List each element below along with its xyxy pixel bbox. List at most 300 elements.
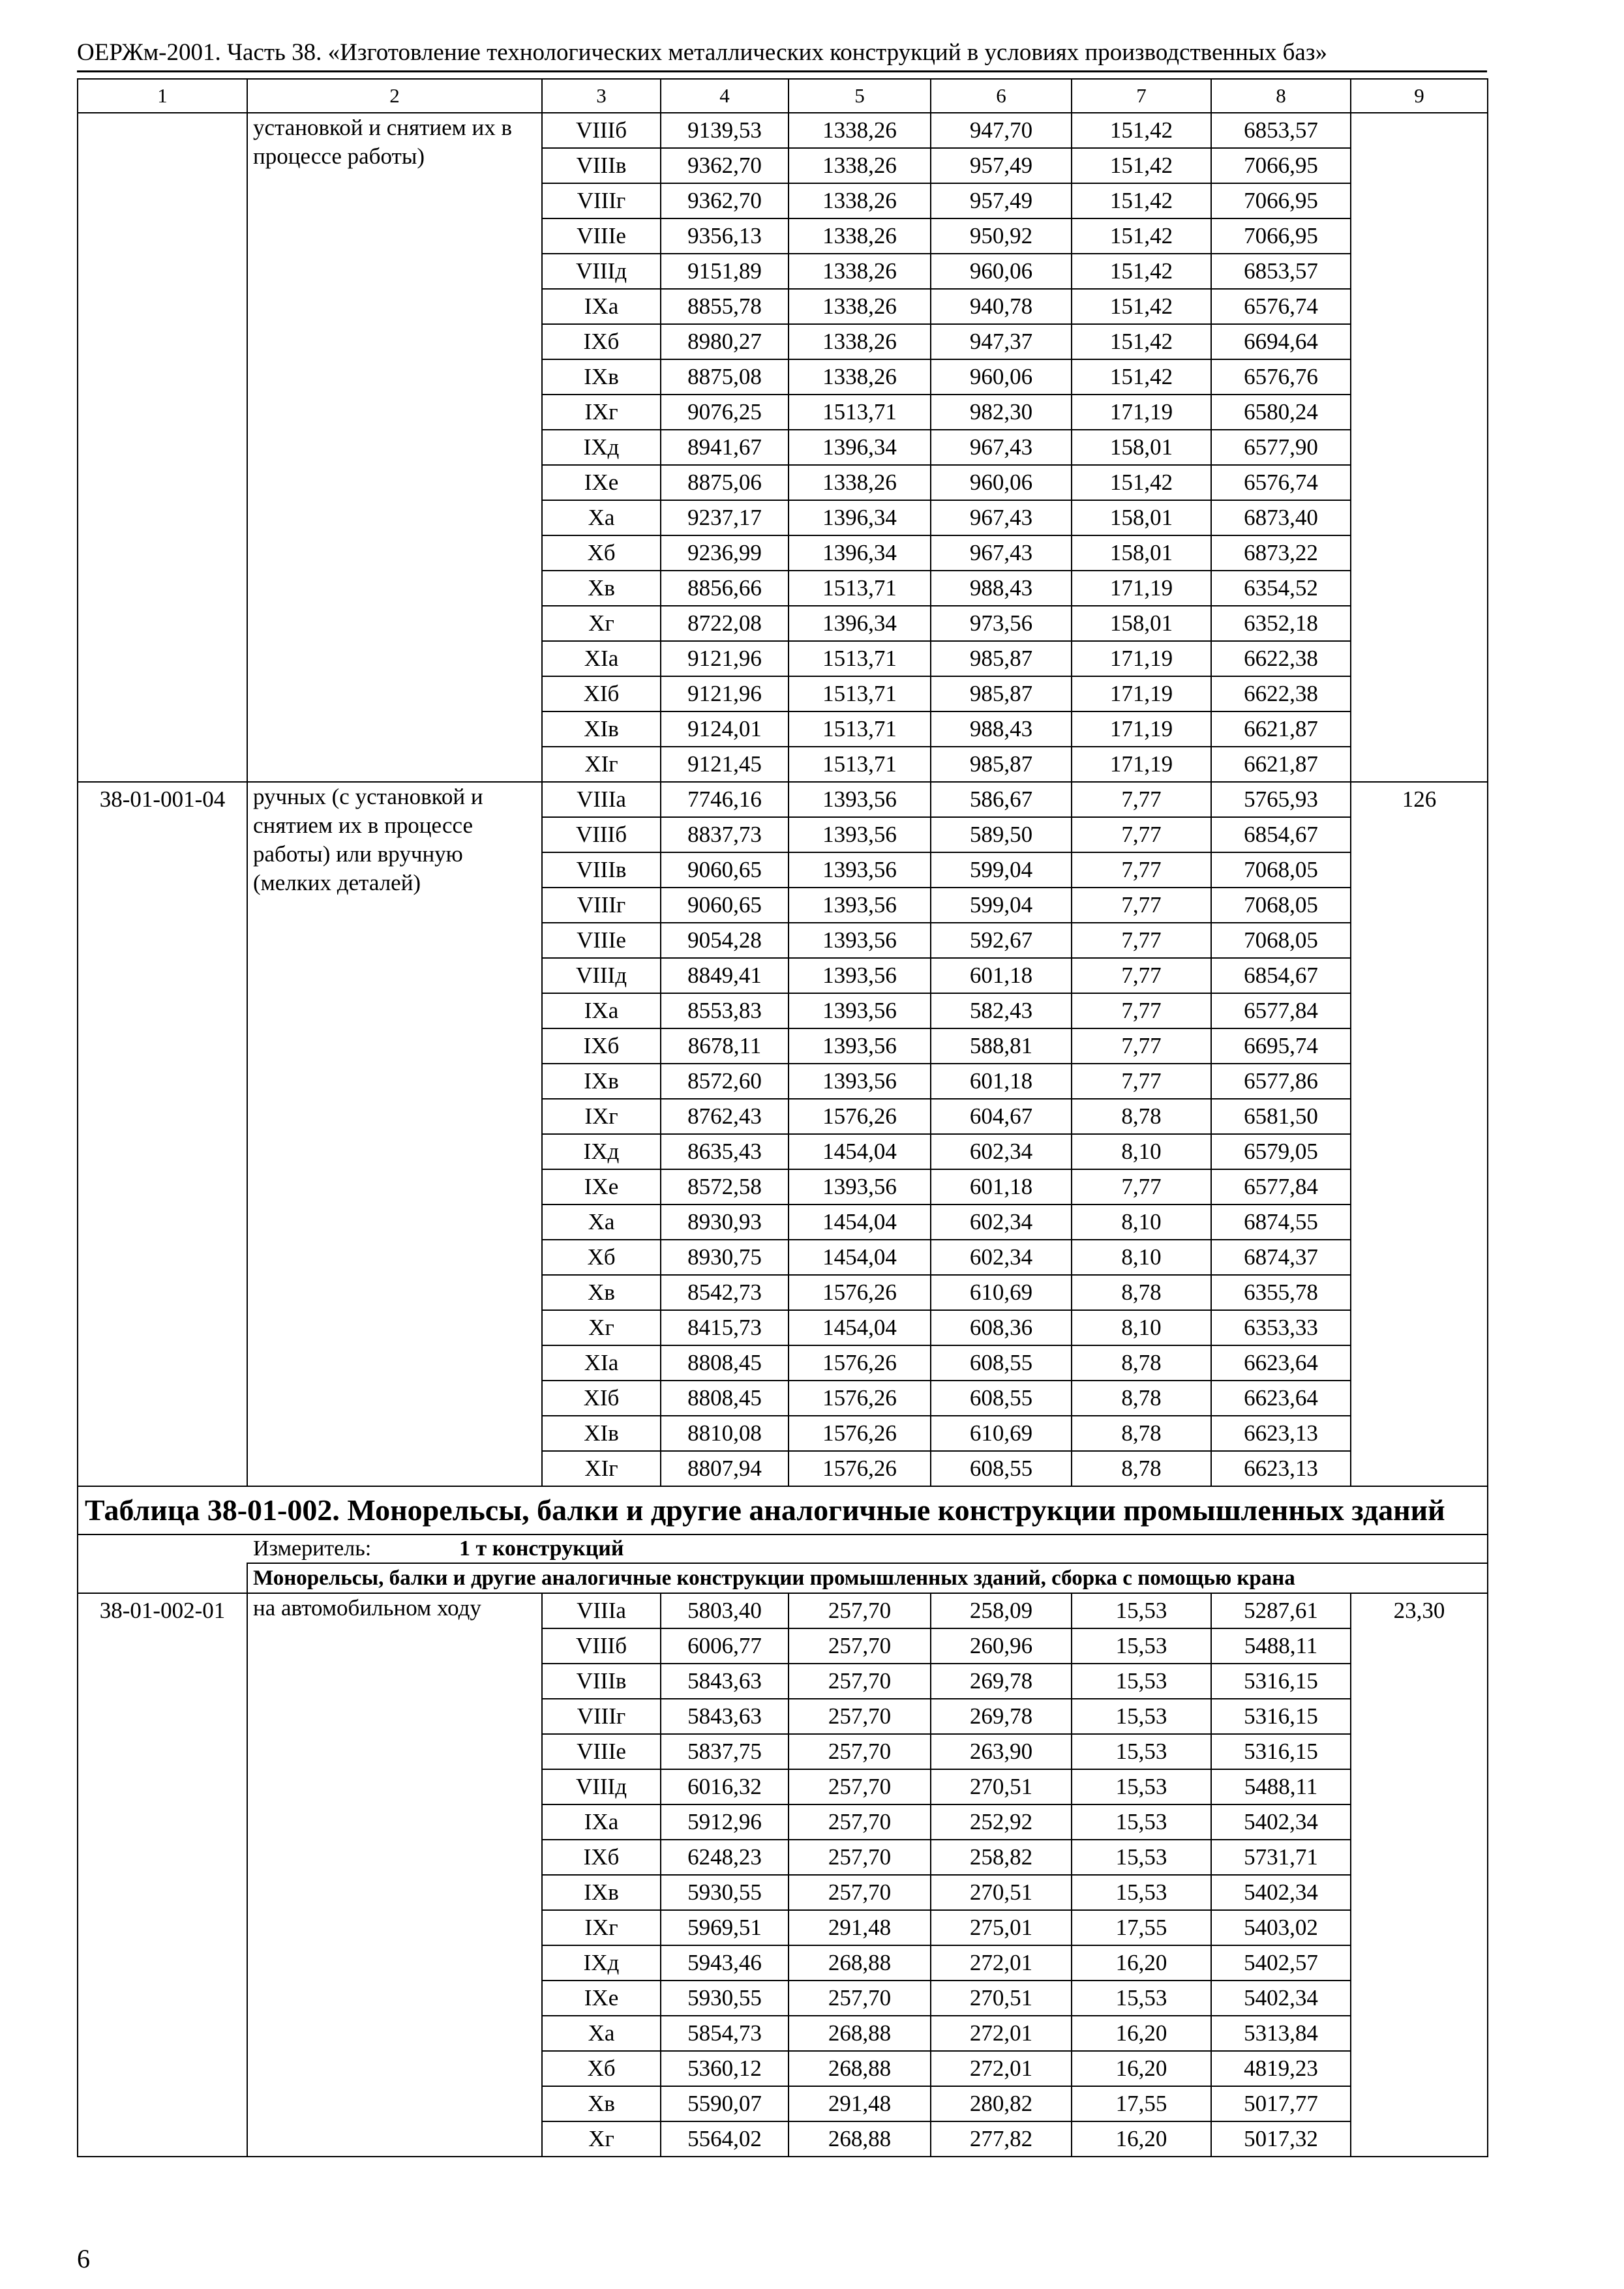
value-cell: 5402,57 — [1211, 1945, 1351, 1981]
value-cell: 151,42 — [1072, 324, 1211, 359]
subheading: Монорельсы, балки и другие аналогичные конструкции промышленных зданий, сборка с помощью крана — [247, 1563, 1488, 1593]
value-cell: 158,01 — [1072, 500, 1211, 535]
value-cell: 257,70 — [789, 1804, 931, 1840]
value-cell: 151,42 — [1072, 183, 1211, 218]
value-cell: 6577,84 — [1211, 1169, 1351, 1204]
value-cell: 7,77 — [1072, 1169, 1211, 1204]
zone-cell: Xг — [542, 2121, 661, 2157]
value-cell: 610,69 — [931, 1416, 1072, 1451]
value-cell: 8,78 — [1072, 1345, 1211, 1381]
zone-cell: VIIIе — [542, 923, 661, 958]
column-number: 1 — [78, 79, 247, 113]
value-cell: 6354,52 — [1211, 571, 1351, 606]
value-cell: 6854,67 — [1211, 817, 1351, 852]
zone-cell: IXд — [542, 1134, 661, 1169]
value-cell: 9060,65 — [661, 888, 789, 923]
value-cell: 5837,75 — [661, 1734, 789, 1769]
value-cell: 5403,02 — [1211, 1910, 1351, 1945]
value-cell: 8,10 — [1072, 1240, 1211, 1275]
value-cell: 7,77 — [1072, 817, 1211, 852]
value-cell: 6621,87 — [1211, 747, 1351, 782]
zone-cell: VIIIг — [542, 1699, 661, 1734]
value-cell: 1393,56 — [789, 993, 931, 1028]
value-cell: 16,20 — [1072, 2051, 1211, 2086]
value-cell: 608,55 — [931, 1451, 1072, 1486]
value-cell: 6853,57 — [1211, 113, 1351, 148]
value-cell: 1338,26 — [789, 254, 931, 289]
value-cell: 15,53 — [1072, 1981, 1211, 2016]
zone-cell: VIIIб — [542, 817, 661, 852]
value-cell: 6623,13 — [1211, 1451, 1351, 1486]
value-cell: 8542,73 — [661, 1275, 789, 1310]
value-cell: 960,06 — [931, 254, 1072, 289]
value-cell: 1576,26 — [789, 1099, 931, 1134]
value-cell: 171,19 — [1072, 711, 1211, 747]
value-cell: 6355,78 — [1211, 1275, 1351, 1310]
value-cell: 8930,75 — [661, 1240, 789, 1275]
value-cell: 8572,58 — [661, 1169, 789, 1204]
value-cell: 7068,05 — [1211, 923, 1351, 958]
value-cell: 1338,26 — [789, 359, 931, 395]
value-cell: 277,82 — [931, 2121, 1072, 2157]
meter-label: Измеритель: — [253, 1536, 372, 1561]
value-cell: 8808,45 — [661, 1345, 789, 1381]
value-cell: 608,55 — [931, 1345, 1072, 1381]
value-cell: 272,01 — [931, 2051, 1072, 2086]
zone-cell: Xа — [542, 500, 661, 535]
value-cell: 291,48 — [789, 2086, 931, 2121]
value-cell: 5843,63 — [661, 1664, 789, 1699]
value-cell: 1576,26 — [789, 1275, 931, 1310]
value-cell: 5017,32 — [1211, 2121, 1351, 2157]
value-cell: 171,19 — [1072, 395, 1211, 430]
value-cell: 5854,73 — [661, 2016, 789, 2051]
column-number: 6 — [931, 79, 1072, 113]
value-cell: 5287,61 — [1211, 1593, 1351, 1628]
value-cell: 1513,71 — [789, 711, 931, 747]
value-cell: 1513,71 — [789, 676, 931, 711]
value-cell: 17,55 — [1072, 1910, 1211, 1945]
work-description: установкой и снятием их в процессе работы) — [247, 113, 542, 782]
value-cell: 6874,55 — [1211, 1204, 1351, 1240]
value-cell: 5017,77 — [1211, 2086, 1351, 2121]
zone-cell: IXв — [542, 359, 661, 395]
value-cell: 171,19 — [1072, 641, 1211, 676]
meter-cell — [78, 1534, 1488, 1563]
zone-cell: IXд — [542, 1945, 661, 1981]
value-cell: 4819,23 — [1211, 2051, 1351, 2086]
value-cell: 16,20 — [1072, 2121, 1211, 2157]
value-cell: 260,96 — [931, 1628, 1072, 1664]
value-cell: 158,01 — [1072, 535, 1211, 571]
value-cell: 15,53 — [1072, 1699, 1211, 1734]
value-cell: 588,81 — [931, 1028, 1072, 1064]
value-cell: 1338,26 — [789, 183, 931, 218]
value-cell: 1393,56 — [789, 1064, 931, 1099]
value-cell: 257,70 — [789, 1628, 931, 1664]
value-cell: 7,77 — [1072, 958, 1211, 993]
value-cell: 8808,45 — [661, 1381, 789, 1416]
value-cell: 602,34 — [931, 1134, 1072, 1169]
value-cell: 1338,26 — [789, 324, 931, 359]
value-cell: 9054,28 — [661, 923, 789, 958]
zone-cell: VIIIд — [542, 254, 661, 289]
value-cell: 6622,38 — [1211, 676, 1351, 711]
column-number: 9 — [1351, 79, 1488, 113]
zone-cell: VIIIв — [542, 852, 661, 888]
zone-cell: Xв — [542, 2086, 661, 2121]
value-cell: 5488,11 — [1211, 1769, 1351, 1804]
value-cell: 17,55 — [1072, 2086, 1211, 2121]
value-cell: 9139,53 — [661, 113, 789, 148]
value-cell: 599,04 — [931, 888, 1072, 923]
value-cell: 6016,32 — [661, 1769, 789, 1804]
value-cell: 6577,84 — [1211, 993, 1351, 1028]
subheading-left-blank — [78, 1563, 247, 1593]
value-cell: 988,43 — [931, 711, 1072, 747]
zone-cell: IXе — [542, 1981, 661, 2016]
value-cell: 7,77 — [1072, 923, 1211, 958]
value-cell: 1454,04 — [789, 1134, 931, 1169]
zone-cell: Xа — [542, 1204, 661, 1240]
value-cell: 1454,04 — [789, 1204, 931, 1240]
value-cell: 6874,37 — [1211, 1240, 1351, 1275]
value-cell: 7068,05 — [1211, 852, 1351, 888]
value-cell: 275,01 — [931, 1910, 1072, 1945]
value-cell: 988,43 — [931, 571, 1072, 606]
zone-cell: XIв — [542, 1416, 661, 1451]
value-cell: 8415,73 — [661, 1310, 789, 1345]
value-cell: 1576,26 — [789, 1381, 931, 1416]
value-cell: 151,42 — [1072, 465, 1211, 500]
value-cell: 601,18 — [931, 958, 1072, 993]
value-cell: 6006,77 — [661, 1628, 789, 1664]
column-number: 7 — [1072, 79, 1211, 113]
rate-code — [78, 113, 247, 782]
value-cell: 9362,70 — [661, 183, 789, 218]
value-cell: 257,70 — [789, 1699, 931, 1734]
table-row — [78, 1593, 1488, 1628]
zone-cell: XIг — [542, 1451, 661, 1486]
value-cell: 9121,96 — [661, 641, 789, 676]
zone-cell: VIIIв — [542, 1664, 661, 1699]
zone-cell: XIв — [542, 711, 661, 747]
value-cell: 599,04 — [931, 852, 1072, 888]
zone-cell: IXб — [542, 1840, 661, 1875]
value-cell: 985,87 — [931, 676, 1072, 711]
value-cell: 9121,45 — [661, 747, 789, 782]
value-cell: 7066,95 — [1211, 218, 1351, 254]
zone-cell: IXа — [542, 993, 661, 1028]
value-cell: 158,01 — [1072, 430, 1211, 465]
value-cell: 257,70 — [789, 1593, 931, 1628]
value-cell: 8722,08 — [661, 606, 789, 641]
value-cell: 6577,90 — [1211, 430, 1351, 465]
value-cell: 268,88 — [789, 2121, 931, 2157]
value-cell: 1454,04 — [789, 1240, 931, 1275]
value-cell: 151,42 — [1072, 148, 1211, 183]
value-cell: 171,19 — [1072, 571, 1211, 606]
column-number: 3 — [542, 79, 661, 113]
meter-row — [78, 1534, 1488, 1563]
value-cell: 6353,33 — [1211, 1310, 1351, 1345]
value-cell: 5590,07 — [661, 2086, 789, 2121]
value-cell: 1393,56 — [789, 782, 931, 817]
value-cell: 1393,56 — [789, 1028, 931, 1064]
value-cell: 8762,43 — [661, 1099, 789, 1134]
work-description: на автомобильном ходу — [247, 1593, 542, 2157]
page-number: 6 — [77, 2244, 90, 2273]
value-cell: 291,48 — [789, 1910, 931, 1945]
zone-cell: Xб — [542, 1240, 661, 1275]
value-cell: 151,42 — [1072, 254, 1211, 289]
value-cell: 16,20 — [1072, 2016, 1211, 2051]
value-cell: 957,49 — [931, 183, 1072, 218]
value-cell: 263,90 — [931, 1734, 1072, 1769]
value-cell: 5488,11 — [1211, 1628, 1351, 1664]
column-number: 4 — [661, 79, 789, 113]
zone-cell: VIIIв — [542, 148, 661, 183]
value-cell: 171,19 — [1072, 676, 1211, 711]
value-cell: 8,78 — [1072, 1275, 1211, 1310]
value-cell: 1338,26 — [789, 113, 931, 148]
value-cell: 9060,65 — [661, 852, 789, 888]
value-cell: 950,92 — [931, 218, 1072, 254]
value-cell: 9356,13 — [661, 218, 789, 254]
value-cell: 15,53 — [1072, 1875, 1211, 1910]
value-cell: 15,53 — [1072, 1628, 1211, 1664]
column-number: 5 — [789, 79, 931, 113]
value-cell: 967,43 — [931, 430, 1072, 465]
value-cell: 6853,57 — [1211, 254, 1351, 289]
value-cell: 171,19 — [1072, 747, 1211, 782]
value-cell: 15,53 — [1072, 1593, 1211, 1628]
zone-cell: IXв — [542, 1064, 661, 1099]
value-cell: 1393,56 — [789, 1169, 931, 1204]
value-cell: 582,43 — [931, 993, 1072, 1028]
table-title: Таблица 38-01-002. Монорельсы, балки и другие аналогичные конструкции промышленных зданий — [78, 1486, 1488, 1534]
value-cell: 8,78 — [1072, 1416, 1211, 1451]
value-cell: 5969,51 — [661, 1910, 789, 1945]
work-description: ручных (с установкой и снятием их в процессе работы) или вручную (мелких деталей) — [247, 782, 542, 1486]
value-cell: 8,78 — [1072, 1099, 1211, 1134]
value-cell: 269,78 — [931, 1699, 1072, 1734]
value-cell: 9236,99 — [661, 535, 789, 571]
value-cell: 280,82 — [931, 2086, 1072, 2121]
table-row — [78, 782, 1488, 817]
value-cell: 270,51 — [931, 1981, 1072, 2016]
value-cell: 6248,23 — [661, 1840, 789, 1875]
value-cell: 6581,50 — [1211, 1099, 1351, 1134]
value-cell: 151,42 — [1072, 359, 1211, 395]
value-cell: 151,42 — [1072, 113, 1211, 148]
value-cell: 947,70 — [931, 113, 1072, 148]
value-cell: 6694,64 — [1211, 324, 1351, 359]
value-cell: 8875,08 — [661, 359, 789, 395]
value-cell: 602,34 — [931, 1204, 1072, 1240]
value-cell: 252,92 — [931, 1804, 1072, 1840]
zone-cell: VIIIе — [542, 1734, 661, 1769]
value-cell: 9124,01 — [661, 711, 789, 747]
value-cell: 257,70 — [789, 1981, 931, 2016]
zone-cell: VIIIг — [542, 183, 661, 218]
value-cell: 6576,74 — [1211, 289, 1351, 324]
value-cell: 1513,71 — [789, 747, 931, 782]
value-cell: 608,36 — [931, 1310, 1072, 1345]
value-cell: 268,88 — [789, 2051, 931, 2086]
value-cell: 272,01 — [931, 1945, 1072, 1981]
value-cell: 602,34 — [931, 1240, 1072, 1275]
value-cell: 8,10 — [1072, 1134, 1211, 1169]
zone-cell: IXа — [542, 289, 661, 324]
value-cell: 7,77 — [1072, 1064, 1211, 1099]
value-cell: 940,78 — [931, 289, 1072, 324]
value-cell: 6623,64 — [1211, 1381, 1351, 1416]
value-cell: 7,77 — [1072, 1028, 1211, 1064]
value-cell: 6622,38 — [1211, 641, 1351, 676]
rate-code: 38-01-001-04 — [78, 782, 247, 1486]
value-cell: 6695,74 — [1211, 1028, 1351, 1064]
value-cell: 5402,34 — [1211, 1875, 1351, 1910]
value-cell: 6623,64 — [1211, 1345, 1351, 1381]
value-cell: 15,53 — [1072, 1804, 1211, 1840]
value-cell: 985,87 — [931, 747, 1072, 782]
value-cell: 1396,34 — [789, 500, 931, 535]
value-cell: 6873,40 — [1211, 500, 1351, 535]
value-cell: 5930,55 — [661, 1875, 789, 1910]
value-cell: 258,82 — [931, 1840, 1072, 1875]
value-cell: 270,51 — [931, 1875, 1072, 1910]
value-cell: 1338,26 — [789, 289, 931, 324]
value-cell: 8837,73 — [661, 817, 789, 852]
value-cell: 9121,96 — [661, 676, 789, 711]
value-cell: 5316,15 — [1211, 1734, 1351, 1769]
zone-cell: Xб — [542, 535, 661, 571]
value-cell: 7068,05 — [1211, 888, 1351, 923]
value-cell: 960,06 — [931, 359, 1072, 395]
value-cell: 257,70 — [789, 1875, 931, 1910]
value-cell: 8930,93 — [661, 1204, 789, 1240]
value-cell: 1393,56 — [789, 817, 931, 852]
value-cell: 592,67 — [931, 923, 1072, 958]
value-cell: 257,70 — [789, 1734, 931, 1769]
value-cell: 8941,67 — [661, 430, 789, 465]
zone-cell: Xг — [542, 606, 661, 641]
value-cell: 9076,25 — [661, 395, 789, 430]
zone-cell: Xб — [542, 2051, 661, 2086]
subheading-row — [78, 1563, 1488, 1593]
zone-cell: IXг — [542, 1099, 661, 1134]
column-number-row — [78, 79, 1488, 113]
value-cell: 957,49 — [931, 148, 1072, 183]
value-cell: 8856,66 — [661, 571, 789, 606]
zone-cell: XIб — [542, 676, 661, 711]
value-cell: 5912,96 — [661, 1804, 789, 1840]
value-cell: 258,09 — [931, 1593, 1072, 1628]
value-cell: 15,53 — [1072, 1664, 1211, 1699]
value-cell: 1393,56 — [789, 852, 931, 888]
value-cell: 9362,70 — [661, 148, 789, 183]
value-cell: 5803,40 — [661, 1593, 789, 1628]
table-body — [78, 79, 1488, 2157]
value-cell: 973,56 — [931, 606, 1072, 641]
value-cell: 8,10 — [1072, 1204, 1211, 1240]
zone-cell: VIIIа — [542, 1593, 661, 1628]
value-cell: 967,43 — [931, 500, 1072, 535]
value-cell: 7066,95 — [1211, 183, 1351, 218]
document-header: ОЕРЖм-2001. Часть 38. «Изготовление технологических металлических конструкций в условиях производственных баз» — [77, 39, 1327, 66]
value-cell: 601,18 — [931, 1064, 1072, 1099]
value-cell: 5402,34 — [1211, 1804, 1351, 1840]
table-title-row — [78, 1486, 1488, 1534]
value-cell: 8635,43 — [661, 1134, 789, 1169]
value-cell: 5731,71 — [1211, 1840, 1351, 1875]
value-cell: 1513,71 — [789, 641, 931, 676]
value-cell: 5316,15 — [1211, 1699, 1351, 1734]
rates-table — [77, 78, 1488, 2157]
zone-cell: XIб — [542, 1381, 661, 1416]
value-cell: 1396,34 — [789, 430, 931, 465]
value-cell: 960,06 — [931, 465, 1072, 500]
header-rule — [77, 70, 1487, 72]
value-cell: 16,20 — [1072, 1945, 1211, 1981]
zone-cell: IXе — [542, 1169, 661, 1204]
zone-cell: VIIIе — [542, 218, 661, 254]
column-number: 8 — [1211, 79, 1351, 113]
zone-cell: IXе — [542, 465, 661, 500]
value-cell: 8,78 — [1072, 1381, 1211, 1416]
value-cell: 967,43 — [931, 535, 1072, 571]
zone-cell: VIIIа — [542, 782, 661, 817]
value-cell: 270,51 — [931, 1769, 1072, 1804]
value-cell: 8875,06 — [661, 465, 789, 500]
value-cell: 7066,95 — [1211, 148, 1351, 183]
value-cell: 608,55 — [931, 1381, 1072, 1416]
value-cell: 257,70 — [789, 1769, 931, 1804]
value-cell: 15,53 — [1072, 1769, 1211, 1804]
zone-cell: Xв — [542, 1275, 661, 1310]
value-cell: 8572,60 — [661, 1064, 789, 1099]
value-cell: 272,01 — [931, 2016, 1072, 2051]
labor-cost-cell: 126 — [1351, 782, 1488, 1486]
value-cell: 8855,78 — [661, 289, 789, 324]
zone-cell: IXг — [542, 395, 661, 430]
value-cell: 5930,55 — [661, 1981, 789, 2016]
value-cell: 5402,34 — [1211, 1981, 1351, 2016]
value-cell: 257,70 — [789, 1664, 931, 1699]
value-cell: 158,01 — [1072, 606, 1211, 641]
zone-cell: XIа — [542, 1345, 661, 1381]
value-cell: 257,70 — [789, 1840, 931, 1875]
zone-cell: IXг — [542, 1910, 661, 1945]
zone-cell: VIIIг — [542, 888, 661, 923]
zone-cell: Xа — [542, 2016, 661, 2051]
value-cell: 1338,26 — [789, 148, 931, 183]
labor-cost-cell — [1351, 113, 1488, 782]
zone-cell: Xг — [542, 1310, 661, 1345]
value-cell: 5765,93 — [1211, 782, 1351, 817]
value-cell: 6579,05 — [1211, 1134, 1351, 1169]
table-row — [78, 113, 1488, 148]
value-cell: 1513,71 — [789, 571, 931, 606]
value-cell: 6352,18 — [1211, 606, 1351, 641]
value-cell: 268,88 — [789, 1945, 931, 1981]
value-cell: 985,87 — [931, 641, 1072, 676]
value-cell: 1338,26 — [789, 465, 931, 500]
zone-cell: VIIIд — [542, 958, 661, 993]
zone-cell: IXб — [542, 324, 661, 359]
value-cell: 7,77 — [1072, 888, 1211, 923]
